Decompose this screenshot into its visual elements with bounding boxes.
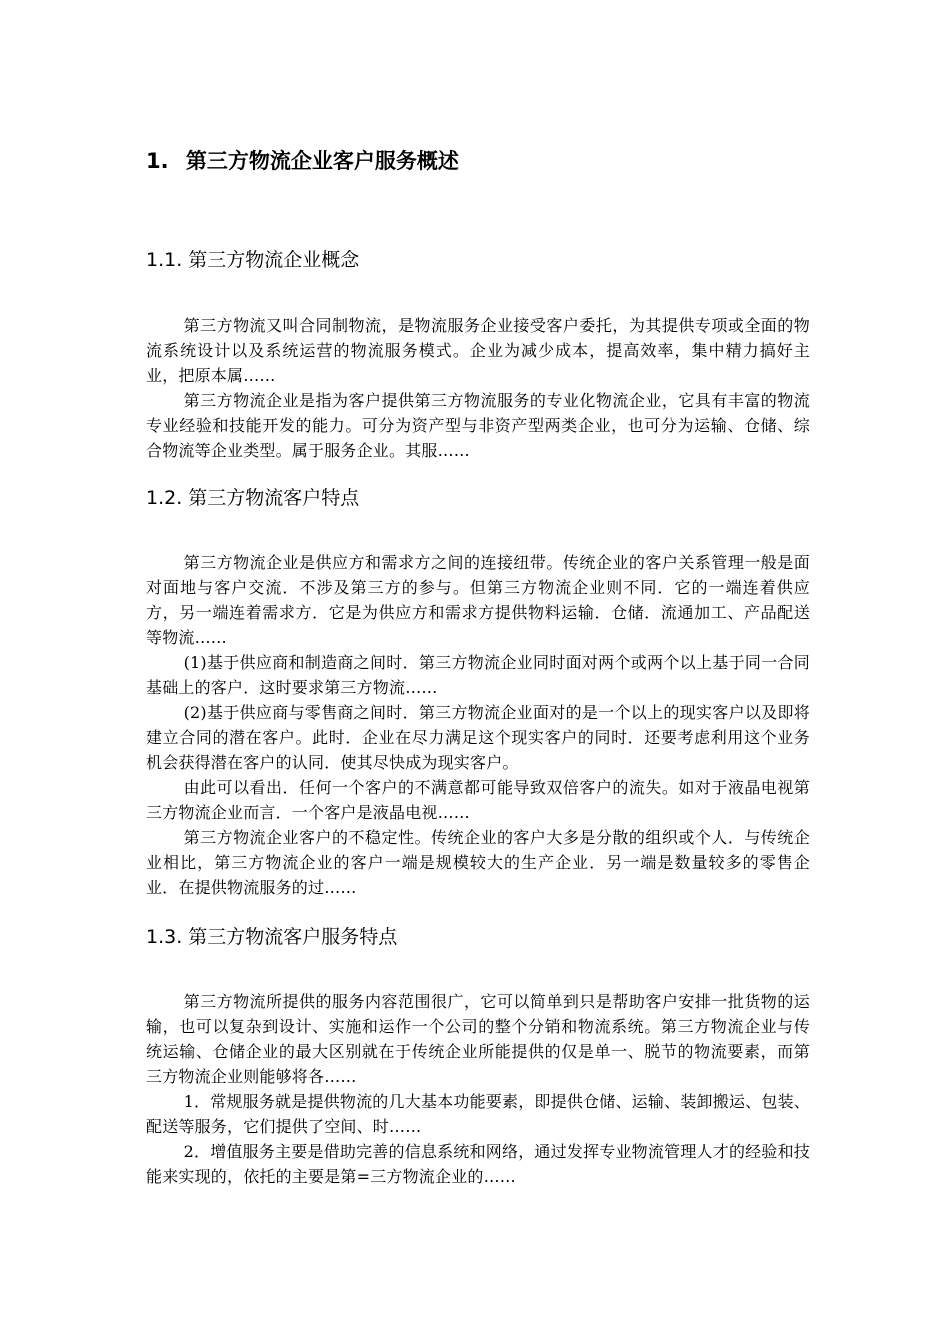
paragraph: 第三方物流企业客户的不稳定性。传统企业的客户大多是分散的组织或个人．与传统企业相比，第三方物流企业的客户一端是规模较大的生产企业．另一端是数量较多的零售企业．在提供物流服务的过……: [146, 828, 810, 897]
section-heading-text: 第三方物流企业概念: [188, 249, 360, 271]
section-heading-1-2: [146, 484, 359, 512]
section-body-1-2: [146, 550, 810, 900]
section-heading-1-3: [146, 923, 397, 951]
section-body-1-3: [146, 989, 810, 1189]
section-heading-text: 第三方物流客户服务特点: [188, 926, 398, 948]
section-number: 1.2.: [146, 487, 183, 509]
title-text: 第三方物流企业客户服务概述: [185, 149, 459, 173]
section-number: 1.3.: [146, 926, 183, 948]
section-number: 1.1.: [146, 249, 183, 271]
paragraph: 第三方物流又叫合同制物流，是物流服务企业接受客户委托，为其提供专项或全面的物流系统设计以及系统运营的物流服务模式。企业为减少成本，提高效率，集中精力搞好主业，把原本属……: [146, 316, 810, 385]
section-heading-text: 第三方物流客户特点: [188, 487, 360, 509]
paragraph: 第三方物流所提供的服务内容范围很广，它可以简单到只是帮助客户安排一批货物的运输，也可以复杂到设计、实施和运作一个公司的整个分销和物流系统。第三方物流企业与传统运输、仓储企业的最大区别就在于传统企业所能提供的仅是单一、脱节的物流要素，而第三方物流企业则能够将各……: [146, 992, 810, 1086]
paragraph: 由此可以看出．任何一个客户的不满意都可能导致双倍客户的流失。如对于液晶电视第三方物流企业而言．一个客户是液晶电视……: [146, 778, 810, 822]
section-body-1-1: [146, 313, 810, 463]
paragraph: (1)基于供应商和制造商之间时．第三方物流企业同时面对两个或两个以上基于同一合同基础上的客户．这时要求第三方物流……: [146, 653, 810, 697]
paragraph: 2．增值服务主要是借助完善的信息系统和网络，通过发挥专业物流管理人才的经验和技能来实现的，依托的主要是第=三方物流企业的……: [146, 1142, 810, 1186]
title-number: 1.: [146, 149, 169, 173]
section-heading-1-1: [146, 246, 359, 274]
paragraph: 第三方物流企业是供应方和需求方之间的连接纽带。传统企业的客户关系管理一般是面对面地与客户交流．不涉及第三方的参与。但第三方物流企业则不同．它的一端连着供应方，另一端连着需求方．它是为供应方和需求方提供物料运输．仓储．流通加工、产品配送等物流……: [146, 553, 810, 647]
document-title: [146, 146, 459, 176]
paragraph: 第三方物流企业是指为客户提供第三方物流服务的专业化物流企业，它具有丰富的物流专业经验和技能开发的能力。可分为资产型与非资产型两类企业，也可分为运输、仓储、综合物流等企业类型。属于服务企业。其服……: [146, 391, 810, 460]
paragraph: (2)基于供应商与零售商之间时．第三方物流企业面对的是一个以上的现实客户以及即将建立合同的潜在客户。此时．企业在尽力满足这个现实客户的同时．还要考虑利用这个业务机会获得潜在客户的认同．使其尽快成为现实客户。: [146, 703, 810, 772]
paragraph: 1．常规服务就是提供物流的几大基本功能要素，即提供仓储、运输、装卸搬运、包装、配送等服务，它们提供了空间、时……: [146, 1092, 810, 1136]
